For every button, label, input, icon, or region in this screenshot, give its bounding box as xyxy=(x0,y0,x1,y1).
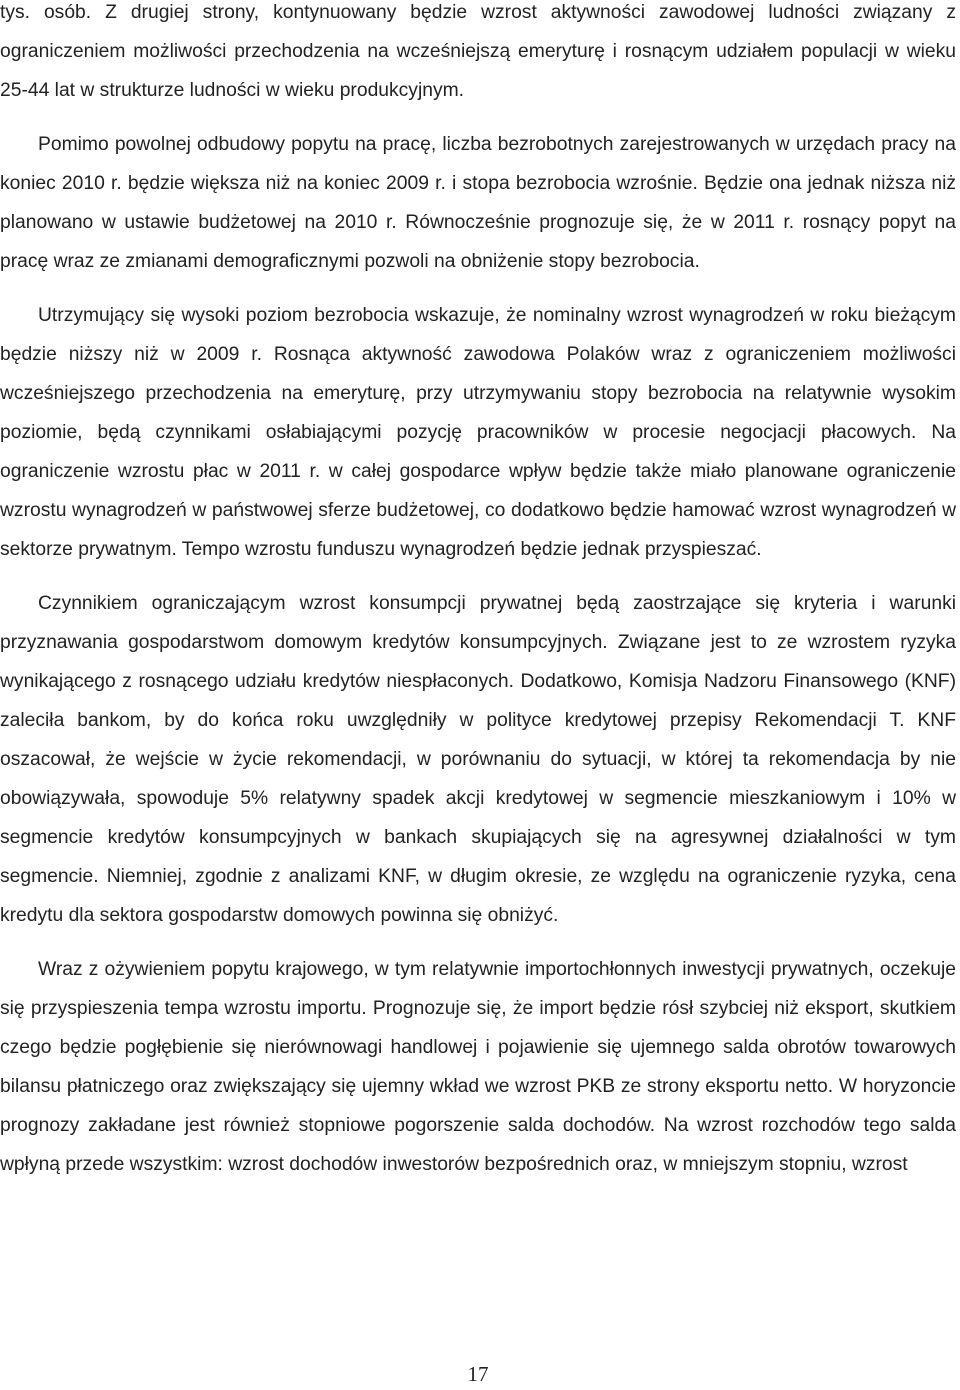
paragraph-imports: Wraz z ożywieniem popytu krajowego, w tym relatywnie importochłonnych inwestycji prywatnych, oczekuje się przyspieszenia tempa wzrostu importu. Prognozuje się, że import będzie rósł szybciej niż eksport, skutkiem czego będzie pogłębienie się nierównowagi handlowej i pojawienie się ujemnego salda obrotów towarowych bilansu płatniczego oraz zwiększający się ujemny wkład we wzrost PKB ze strony eksportu netto. W horyzoncie prognozy zakładane jest również stopniowe pogorszenie salda dochodów. Na wzrost rozchodów tego salda wpłyną przede wszystkim: wzrost dochodów inwestorów bezpośrednich oraz, w mniejszym stopniu, wzrost xyxy=(0,959,956,1175)
paragraph-labour-activity: tys. osób. Z drugiej strony, kontynuowany będzie wzrost aktywności zawodowej ludności związany z ograniczeniem możliwości przechodzenia na wcześniejszą emeryturę i rosnącym udziałem populacji w wieku 25-44 lat w strukturze ludności w wieku produkcyjnym. xyxy=(0,2,956,101)
paragraph-consumer-credit: Czynnikiem ograniczającym wzrost konsumpcji prywatnej będą zaostrzające się kryteria i warunki przyznawania gospodarstwom domowym kredytów konsumpcyjnych. Związane jest to ze wzrostem ryzyka wynikającego z rosnącego udziału kredytów niespłaconych. Dodatkowo, Komisja Nadzoru Finansowego (KNF) zaleciła bankom, by do końca roku uwzględniły w polityce kredytowej przepisy Rekomendacji T. KNF oszacował, że wejście w życie rekomendacji, w porównaniu do sytuacji, w której ta rekomendacja by nie obowiązywała, spowoduje 5% relatywny spadek akcji kredytowej w segmencie mieszkaniowym i 10% w segmencie kredytów konsumpcyjnych w bankach skupiających się na agresywnej działalności w tym segmencie. Niemniej, zgodnie z analizami KNF, w długim okresie, ze względu na ograniczenie ryzyka, cena kredytu dla sektora gospodarstw domowych powinna się obniżyć. xyxy=(0,593,956,926)
page-number: 17 xyxy=(467,1362,489,1386)
paragraph-unemployment: Pomimo powolnej odbudowy popytu na pracę, liczba bezrobotnych zarejestrowanych w urzędach pracy na koniec 2010 r. będzie większa niż na koniec 2009 r. i stopa bezrobocia wzrośnie. Będzie ona jednak niższa niż planowano w ustawie budżetowej na 2010 r. Równocześnie prognozuje się, że w 2011 r. rosnący popyt na pracę wraz ze zmianami demograficznymi pozwoli na obniżenie stopy bezrobocia. xyxy=(0,134,956,272)
paragraph-wages: Utrzymujący się wysoki poziom bezrobocia wskazuje, że nominalny wzrost wynagrodzeń w roku bieżącym będzie niższy niż w 2009 r. Rosnąca aktywność zawodowa Polaków wraz z ograniczeniem możliwości wcześniejszego przechodzenia na emeryturę, przy utrzymywaniu stopy bezrobocia na relatywnie wysokim poziomie, będą czynnikami osłabiającymi pozycję pracowników w procesie negocjacji płacowych. Na ograniczenie wzrostu płac w 2011 r. w całej gospodarce wpływ będzie także miało planowane ograniczenie wzrostu wynagrodzeń w państwowej sferze budżetowej, co dodatkowo będzie hamować wzrost wynagrodzeń w sektorze prywatnym. Tempo wzrostu funduszu wynagrodzeń będzie jednak przyspieszać. xyxy=(0,305,956,560)
